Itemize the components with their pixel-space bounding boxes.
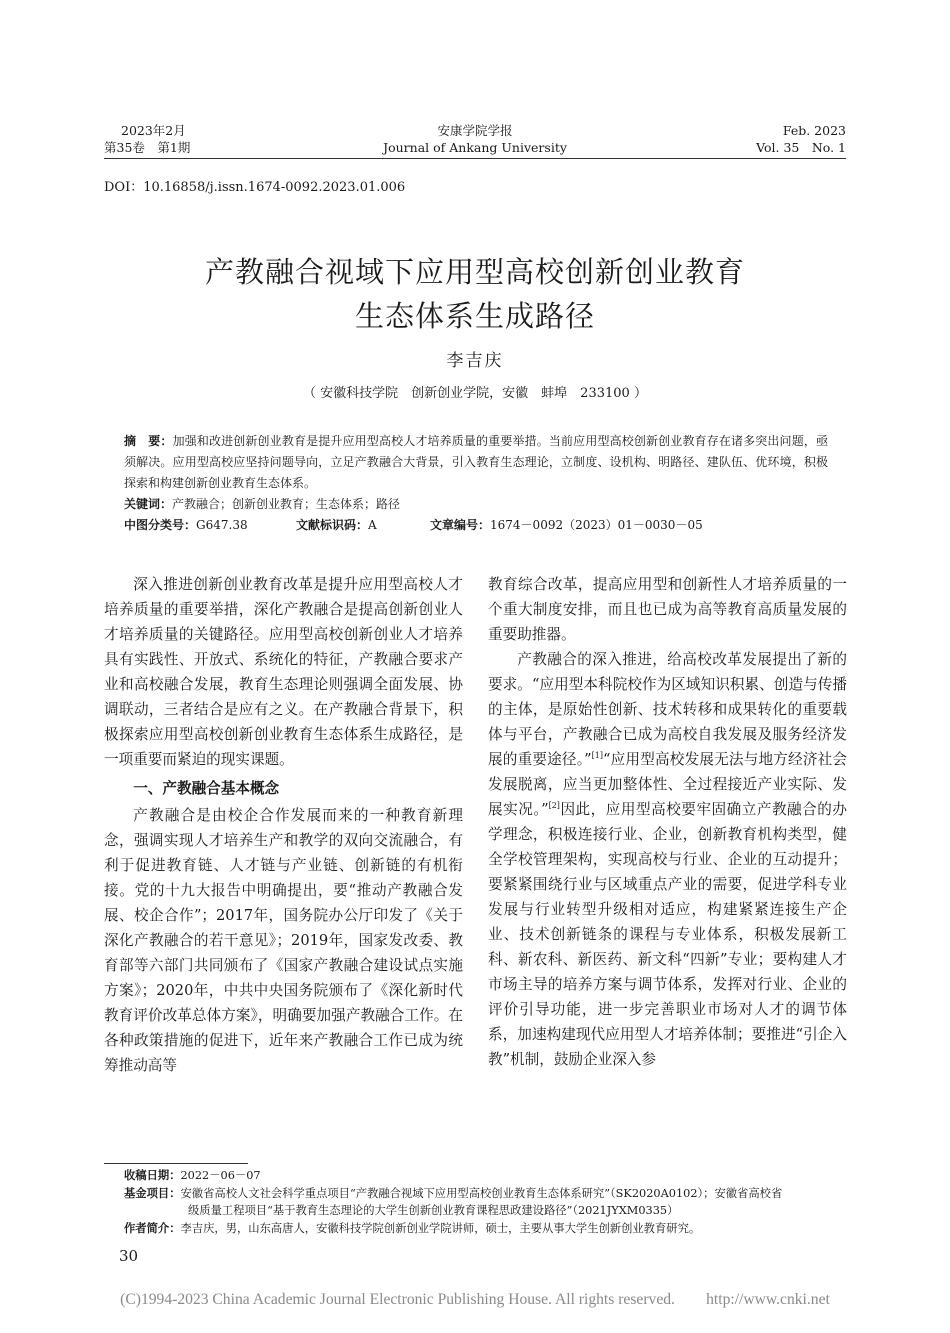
- keywords-text: 产教融合；创新创业教育；生态体系；路径: [172, 497, 401, 511]
- keywords-label: 关键词：: [124, 497, 173, 511]
- paragraph: [488, 647, 847, 1072]
- copyright-watermark: (C)1994-2023 China Academic Journal Electronic Publishing House. All rights reserved. http://www.cnki.net: [120, 1291, 830, 1308]
- section-heading: 一、产教融合基本概念: [133, 780, 280, 797]
- clc: [124, 515, 296, 536]
- author-name: 李吉庆: [446, 351, 504, 371]
- received-label: 收稿日期：: [124, 1169, 181, 1182]
- author-bio: [124, 1220, 850, 1238]
- citation-ref[interactable]: [2]: [548, 801, 560, 811]
- header-divider: [104, 158, 846, 159]
- keywords: [124, 494, 828, 515]
- journal-date-volume-en: [756, 122, 846, 156]
- header-volume: 第35卷 第1期: [104, 140, 191, 155]
- article-number-value: 1674－0092（2023）01－0030－05: [490, 518, 703, 532]
- page-number: 30: [119, 1247, 139, 1265]
- header-journal-cn: 安康学院学报: [437, 123, 513, 138]
- paragraph: 教育综合改革，提高应用型和创新性人才培养质量的一个重大制度安排，而且也已成为高等教育高质量发展的重要助推器。: [488, 576, 847, 643]
- footnotes: [124, 1167, 850, 1237]
- text-run: “应用型高校发展无法与地方经济社会发展脱离，应当更加整体性、全过程接近产业实际、发展实况。”: [488, 751, 847, 818]
- abstract: [124, 431, 828, 494]
- doi: DOI：10.16858/j.issn.1674-0092.2023.01.006: [104, 180, 406, 195]
- fund-label: 基金项目：: [124, 1186, 181, 1200]
- paper-title: [0, 250, 950, 338]
- header-date: 2023年2月: [121, 123, 186, 138]
- header-journal-en: Journal of Ankang University: [383, 140, 567, 155]
- fund-text-1: 安徽省高校人文社会科学重点项目“产教融合视域下应用型高校创业教育生态体系研究”（SK2020A0102）；安徽省高校省: [180, 1186, 783, 1200]
- doc-code-value: A: [368, 518, 377, 532]
- article-number: [430, 515, 703, 536]
- author-bio-text: 李吉庆，男，山东高唐人，安徽科技学院创新创业学院讲师，硕士，主要从事大学生创新创业教育研究。: [180, 1221, 701, 1235]
- fund-info: [124, 1185, 850, 1203]
- classification-row: [124, 515, 828, 536]
- clc-label: 中图分类号：: [124, 518, 197, 532]
- article-number-label: 文章编号：: [430, 518, 491, 532]
- author-bio-label: 作者简介：: [124, 1221, 181, 1235]
- received-date: [124, 1167, 850, 1185]
- body-column-left: [104, 572, 463, 1078]
- footnote-divider: [104, 1163, 248, 1164]
- doc-code: [296, 515, 430, 536]
- clc-value: G647.38: [196, 518, 248, 532]
- abstract-block: [124, 431, 828, 536]
- fund-text-2: 级质量工程项目“基于教育生态理论的大学生创新创业教育课程思政建设路径”（2021JYXM0335）: [188, 1204, 679, 1217]
- title-line-2: 生态体系生成路径: [354, 299, 595, 333]
- citation-ref[interactable]: [1]: [591, 751, 603, 761]
- body-column-right: [488, 572, 847, 1072]
- paragraph: 产教融合是由校企合作发展而来的一种教育新理念，强调实现人才培养生产和教学的双向交流融合，有利于促进教育链、人才链与产业链、创新链的有机衔接。党的十九大报告中明确提出，要“推动产教融合发展、校企合作”；2017年，国务院办公厅印发了《关于深化产教融合的若干意见》；2019年，国家发改委、教育部等六部门共同颁布了《国家产教融合建设试点实施方案》；2020年，中共中央国务院颁布了《深化新时代教育评价改革总体方案》，明确要加强产教融合工作。在各种政策措施的促进下，近年来产教融合工作已成为统筹推动高等: [104, 807, 463, 1074]
- title-line-1: 产教融合视域下应用型高校创新创业教育: [204, 255, 745, 289]
- header-date-en: Feb. 2023: [782, 123, 846, 138]
- abstract-text: 加强和改进创新创业教育是提升应用型高校人才培养质量的重要举措。当前应用型高校创新创业教育存在诸多突出问题，亟须解决。应用型高校应坚持问题导向，立足产教融合大背景，引入教育生态理论，立制度、设机构、明路径、建队伍、优环境，积极探索和构建创新创业教育生态体系。: [124, 434, 828, 490]
- doc-code-label: 文献标识码：: [296, 518, 369, 532]
- abstract-label: 摘 要：: [124, 434, 173, 448]
- text-run: 产教融合的深入推进，给高校改革发展提出了新的要求。“应用型本科院校作为区域知识积累、创造与传播的主体，是原始性创新、技术转移和成果转化的重要载体与平台，产教融合已成为高校自我发展及服务经济发展的重要途径。”: [488, 651, 847, 768]
- text-run: 因此，应用型高校要牢固确立产教融合的办学理念，积极连接行业、企业，创新教育机构类型，健全学校管理架构，实现高校与行业、企业的互动提升；要紧紧围绕行业与区域重点产业的需要，促进学科专业发展与行业转型升级相对适应，构建紧紧连接生产企业、技术创新链条的课程与专业体系，积极发展新工科、新农科、新医药、新文科“四新”专业；要构建人才市场主导的培养方案与调节体系，发挥对行业、企业的评价引导功能，进一步完善职业市场对人才的调节体系，加速构建现代应用型人才培养体制；要推进“引企入教”机制，鼓励企业深入参: [488, 801, 847, 1068]
- author-affiliation: （ 安徽科技学院 创新创业学院，安徽 蚌埠 233100 ）: [303, 386, 647, 401]
- received-value: 2022－06－07: [180, 1169, 261, 1182]
- header-volume-en: Vol. 35 No. 1: [756, 140, 846, 155]
- paragraph: 深入推进创新创业教育改革是提升应用型高校人才培养质量的重要举措，深化产教融合是提高创新创业人才培养质量的关键路径。应用型高校创新创业人才培养具有实践性、开放式、系统化的特征，产教融合要求产业和高校融合发展，教育生态理论则强调全面发展、协调联动，三者结合是应有之义。在产教融合背景下，积极探索应用型高校创新创业教育生态体系生成路径，是一项重要而紧迫的现实课题。: [104, 576, 463, 768]
